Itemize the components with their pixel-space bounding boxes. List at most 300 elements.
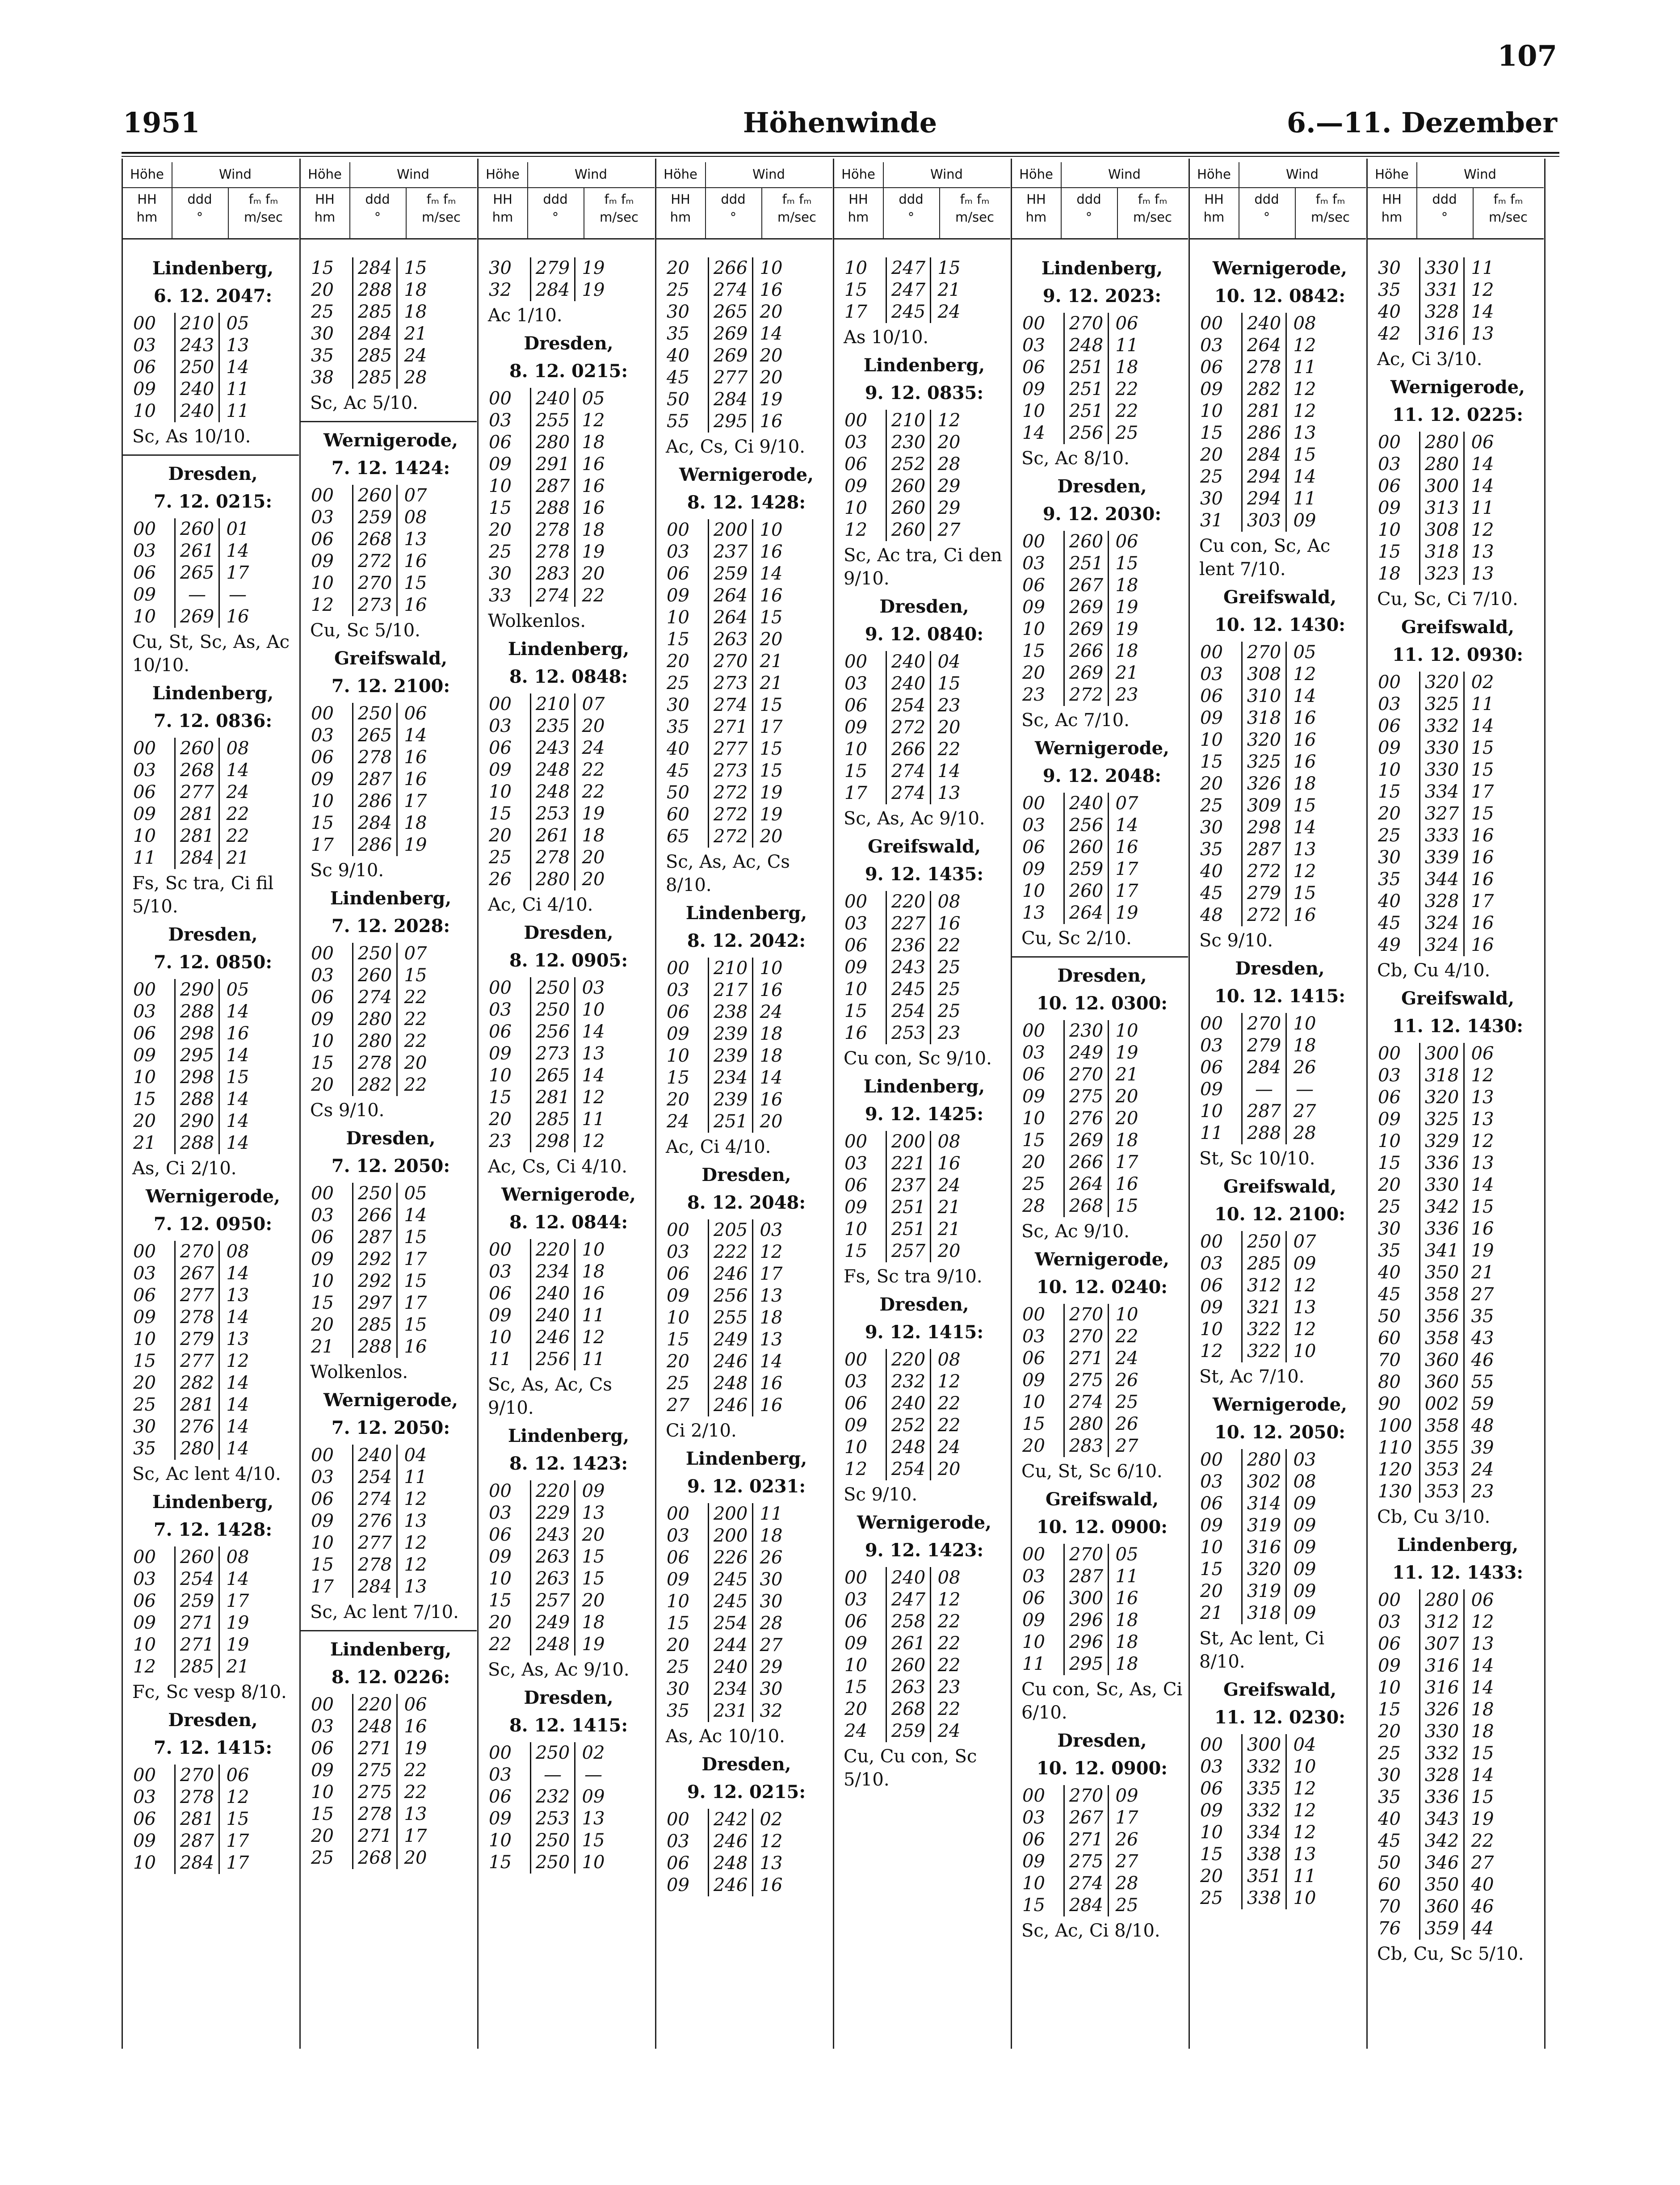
direction-value: 231 xyxy=(708,1700,752,1722)
height-value: 10 xyxy=(489,1065,512,1086)
speed-value: 22 xyxy=(574,585,611,607)
direction-value: 318 xyxy=(1241,1602,1285,1624)
table-row xyxy=(1378,1043,1540,1065)
speed-value: 14 xyxy=(218,1372,256,1394)
height-value: 21 xyxy=(133,1133,156,1153)
speed-value: 08 xyxy=(930,891,967,913)
direction-value: 274 xyxy=(1063,1873,1108,1895)
speed-value: 15 xyxy=(1463,1786,1500,1808)
speed-value: 14 xyxy=(396,1205,433,1227)
speed-value: 40 xyxy=(1463,1874,1500,1896)
header-ddd-top: ddd xyxy=(1254,192,1279,207)
speed-value: 46 xyxy=(1463,1896,1500,1918)
speed-value: 22 xyxy=(1463,1830,1500,1852)
height-value: 20 xyxy=(489,825,512,846)
height-value: 03 xyxy=(844,1153,867,1174)
height-value: 09 xyxy=(1200,1515,1223,1536)
height-value: 03 xyxy=(1378,694,1401,714)
speed-value: 14 xyxy=(396,725,433,747)
speed-value: 10 xyxy=(752,519,789,541)
header-ddd-top: ddd xyxy=(1432,192,1457,207)
direction-value: 230 xyxy=(1063,1020,1108,1042)
speed-value: 43 xyxy=(1463,1328,1500,1349)
height-value: 13 xyxy=(1022,903,1045,923)
speed-value: 25 xyxy=(930,979,967,1000)
cloud-note: Cb, Cu 4/10. xyxy=(1377,960,1491,981)
table-row xyxy=(133,1546,295,1568)
height-value: 10 xyxy=(1200,1319,1223,1340)
speed-value: 13 xyxy=(1463,323,1500,345)
direction-value: 251 xyxy=(1063,378,1108,400)
table-row xyxy=(844,301,1007,323)
table-row xyxy=(667,1263,829,1285)
height-value: 11 xyxy=(1200,1123,1223,1143)
table-row xyxy=(489,715,651,737)
cloud-note: Sc 9/10. xyxy=(1199,930,1273,951)
direction-value: 243 xyxy=(530,1524,574,1546)
speed-value: 13 xyxy=(752,1853,789,1874)
height-value: 35 xyxy=(1378,869,1401,890)
header-ddd-top: ddd xyxy=(899,192,924,207)
speed-value: 12 xyxy=(218,1786,256,1808)
direction-value: 002 xyxy=(1419,1393,1463,1415)
speed-value: 06 xyxy=(1108,313,1145,335)
height-value: 15 xyxy=(1200,1559,1223,1580)
header-fm-unit: m/sec xyxy=(600,210,638,225)
speed-value: 17 xyxy=(218,1830,256,1852)
direction-value: 273 xyxy=(708,672,752,694)
height-value: 06 xyxy=(844,454,867,475)
height-value: 06 xyxy=(844,695,867,716)
speed-value: 14 xyxy=(218,540,256,562)
height-value: 42 xyxy=(1378,324,1401,344)
table-row xyxy=(667,760,829,782)
speed-value: 10 xyxy=(1285,1013,1323,1035)
table-row xyxy=(1378,1218,1540,1240)
speed-value: 15 xyxy=(752,738,789,760)
direction-value: 248 xyxy=(530,781,574,803)
table-row xyxy=(133,738,295,760)
wind-rows xyxy=(133,1546,295,1678)
direction-value: 284 xyxy=(352,1576,396,1598)
speed-value: 22 xyxy=(930,935,967,957)
cloud-note: Sc, Ac lent 4/10. xyxy=(132,1464,281,1484)
direction-value: 235 xyxy=(530,715,574,737)
wind-rows xyxy=(489,1480,651,1656)
table-row xyxy=(844,432,1007,454)
height-value: 45 xyxy=(1378,1831,1401,1851)
table-row xyxy=(844,1131,1007,1153)
table-row xyxy=(844,519,1007,541)
speed-value: 13 xyxy=(396,529,433,550)
direction-value: 279 xyxy=(1241,1035,1285,1057)
table-row xyxy=(489,541,651,563)
height-value: 12 xyxy=(311,595,334,615)
table-row xyxy=(133,1045,295,1067)
speed-value: 14 xyxy=(218,1307,256,1328)
table-row xyxy=(1378,1896,1540,1918)
height-value: 38 xyxy=(311,367,334,388)
speed-value: 18 xyxy=(574,825,611,847)
table-row xyxy=(1200,1800,1362,1822)
direction-value: 280 xyxy=(174,1438,218,1460)
direction-value: 245 xyxy=(708,1569,752,1591)
speed-value: 16 xyxy=(1285,707,1323,729)
direction-value: 338 xyxy=(1241,1844,1285,1866)
speed-value: 19 xyxy=(396,834,433,856)
wind-rows xyxy=(1378,672,1540,956)
table-row xyxy=(1200,1602,1362,1624)
direction-value: 322 xyxy=(1241,1319,1285,1340)
table-row xyxy=(1200,1319,1362,1340)
table-row xyxy=(1022,1391,1184,1413)
direction-value: 263 xyxy=(530,1568,574,1590)
direction-value: 300 xyxy=(1063,1588,1108,1609)
height-value: 10 xyxy=(1022,1392,1045,1412)
table-row xyxy=(133,540,295,562)
table-row xyxy=(844,1022,1007,1044)
height-value: 15 xyxy=(667,629,689,650)
header-ddd-unit: ° xyxy=(196,210,203,225)
direction-value: — xyxy=(530,1764,574,1786)
table-row xyxy=(311,1738,473,1760)
direction-value: 285 xyxy=(352,367,396,389)
speed-value: 21 xyxy=(1108,1064,1145,1086)
height-value: 20 xyxy=(844,1699,867,1719)
height-value: 20 xyxy=(1200,1581,1223,1601)
height-value: 03 xyxy=(1022,1042,1045,1063)
direction-value: 353 xyxy=(1419,1459,1463,1481)
direction-value: 308 xyxy=(1419,519,1463,541)
height-value: 12 xyxy=(1200,1341,1223,1361)
table-row xyxy=(133,782,295,803)
height-value: 30 xyxy=(667,695,689,715)
table-row xyxy=(489,803,651,825)
speed-value: 19 xyxy=(752,389,789,411)
height-value: 06 xyxy=(133,782,156,803)
table-row xyxy=(844,1371,1007,1393)
cloud-note: Cu, Sc 5/10. xyxy=(310,620,420,641)
table-row xyxy=(1022,815,1184,836)
height-value: 15 xyxy=(311,1293,334,1313)
height-value: 45 xyxy=(667,761,689,781)
direction-value: 221 xyxy=(886,1153,930,1175)
direction-value: 243 xyxy=(530,737,574,759)
table-row xyxy=(311,1205,473,1227)
height-value: 30 xyxy=(489,258,512,278)
header-hh-unit: hm xyxy=(1381,210,1403,225)
direction-value: 269 xyxy=(708,345,752,367)
direction-value: 200 xyxy=(886,1131,930,1153)
table-row xyxy=(1378,432,1540,454)
direction-value: 351 xyxy=(1241,1866,1285,1887)
speed-value: 12 xyxy=(574,410,611,432)
observation-time: 11. 12. 1433: xyxy=(1392,1562,1524,1583)
speed-value: 11 xyxy=(1285,357,1323,378)
column-header xyxy=(478,159,655,240)
cloud-note: Ac 1/10. xyxy=(488,305,563,326)
height-value: 00 xyxy=(844,1567,867,1588)
direction-value: 273 xyxy=(352,594,396,616)
observation-time: 7. 12. 0836: xyxy=(153,710,273,731)
header-ddd-top: ddd xyxy=(543,192,568,207)
height-value: 00 xyxy=(489,694,512,714)
height-value: 03 xyxy=(311,965,334,986)
station-name: Dresden, xyxy=(524,333,613,354)
speed-value: 13 xyxy=(1285,839,1323,861)
speed-value: 16 xyxy=(1108,836,1145,858)
height-value: 00 xyxy=(311,943,334,964)
height-value: 15 xyxy=(1022,641,1045,661)
direction-value: 274 xyxy=(352,1488,396,1510)
direction-value: 242 xyxy=(708,1809,752,1831)
table-row xyxy=(1022,1544,1184,1566)
station-name: Dresden, xyxy=(524,1687,613,1708)
speed-value: 15 xyxy=(1285,882,1323,904)
block-separator xyxy=(300,1630,477,1631)
header-wind: Wind xyxy=(930,167,963,182)
table-row xyxy=(667,1591,829,1613)
speed-value: 12 xyxy=(930,1371,967,1393)
height-value: 20 xyxy=(489,520,512,540)
speed-value: 16 xyxy=(930,913,967,935)
table-column xyxy=(122,159,299,1877)
speed-value: 04 xyxy=(930,651,967,673)
direction-value: 268 xyxy=(174,760,218,782)
table-row xyxy=(667,979,829,1001)
speed-value: 12 xyxy=(396,1554,433,1576)
block-separator xyxy=(1012,956,1188,958)
speed-value: 26 xyxy=(1285,1057,1323,1079)
direction-value: 267 xyxy=(174,1263,218,1285)
observation-time: 7. 12. 2028: xyxy=(331,916,450,937)
table-row xyxy=(489,585,651,607)
observation-time: 8. 12. 2042: xyxy=(687,930,806,951)
speed-value: 11 xyxy=(574,1109,611,1130)
table-row xyxy=(489,1786,651,1808)
height-value: 10 xyxy=(311,1271,334,1291)
speed-value: 14 xyxy=(752,1067,789,1089)
observation-time: 11. 12. 0225: xyxy=(1392,404,1524,425)
speed-value: 18 xyxy=(396,279,433,301)
speed-value: 12 xyxy=(1285,1778,1323,1800)
height-value: 09 xyxy=(844,476,867,496)
direction-value: 269 xyxy=(708,323,752,345)
speed-value: 19 xyxy=(218,1612,256,1634)
cloud-note: Sc, Ac 7/10. xyxy=(1021,710,1130,731)
height-value: 30 xyxy=(1378,847,1401,868)
direction-value: 298 xyxy=(530,1130,574,1152)
table-row xyxy=(311,703,473,725)
table-row xyxy=(1378,1196,1540,1218)
date-range: 6.—11. Dezember xyxy=(1286,106,1557,139)
speed-value: 22 xyxy=(1108,1326,1145,1348)
height-value: 60 xyxy=(667,804,689,825)
speed-value: 18 xyxy=(396,812,433,834)
wind-rows xyxy=(844,651,1007,804)
height-value: 15 xyxy=(311,1804,334,1824)
speed-value: 25 xyxy=(1108,1895,1145,1916)
height-value: 03 xyxy=(311,1467,334,1487)
table-row xyxy=(1200,751,1362,773)
header-fm-unit: m/sec xyxy=(1311,210,1350,225)
height-value: 09 xyxy=(1378,1109,1401,1130)
height-value: 09 xyxy=(133,584,156,605)
table-row xyxy=(1200,1887,1362,1909)
observation-time: 8. 12. 2048: xyxy=(687,1192,806,1213)
speed-value: 09 xyxy=(1285,1493,1323,1515)
table-row xyxy=(1378,1481,1540,1503)
table-row xyxy=(133,400,295,422)
observation-time: 9. 12. 2030: xyxy=(1042,504,1162,525)
height-value: 15 xyxy=(844,761,867,782)
speed-value: 12 xyxy=(752,1831,789,1853)
station-name: Wernigerode, xyxy=(1035,738,1169,759)
table-row xyxy=(1022,1326,1184,1348)
height-value: 10 xyxy=(489,782,512,802)
direction-value: 283 xyxy=(530,563,574,585)
direction-value: 281 xyxy=(174,803,218,825)
direction-value: 270 xyxy=(1063,1326,1108,1348)
table-row xyxy=(1022,357,1184,378)
direction-value: 240 xyxy=(1241,313,1285,335)
wind-rows xyxy=(844,257,1007,323)
height-value: 09 xyxy=(133,1045,156,1066)
table-row xyxy=(667,1613,829,1635)
height-value: 17 xyxy=(311,1576,334,1597)
height-value: 10 xyxy=(133,1329,156,1349)
station-name: Wernigerode, xyxy=(146,1186,280,1207)
header-row-1 xyxy=(1367,162,1544,188)
direction-value: 321 xyxy=(1241,1297,1285,1319)
table-row xyxy=(667,1373,829,1395)
table-row xyxy=(1200,335,1362,357)
speed-value: 22 xyxy=(218,803,256,825)
speed-value: 13 xyxy=(574,1502,611,1524)
speed-value: 21 xyxy=(930,1219,967,1240)
speed-value: 15 xyxy=(1285,795,1323,817)
direction-value: 326 xyxy=(1419,1699,1463,1721)
direction-value: 275 xyxy=(352,1782,396,1803)
height-value: 10 xyxy=(667,1307,689,1328)
observation-time: 8. 12. 1415: xyxy=(509,1715,628,1736)
direction-value: 251 xyxy=(886,1219,930,1240)
table-row xyxy=(489,454,651,475)
observation-time: 7. 12. 1415: xyxy=(153,1737,273,1758)
observation-time: 10. 12. 0842: xyxy=(1214,286,1346,307)
height-value: 03 xyxy=(489,410,512,431)
station-name: Dresden, xyxy=(1057,1730,1147,1751)
height-value: 09 xyxy=(1022,1851,1045,1872)
speed-value: 24 xyxy=(1463,1459,1500,1481)
direction-value: 276 xyxy=(352,1510,396,1532)
direction-value: 285 xyxy=(352,301,396,323)
table-row xyxy=(133,1634,295,1656)
wind-rows xyxy=(311,1445,473,1598)
height-value: 30 xyxy=(133,1416,156,1437)
direction-value: 292 xyxy=(352,1248,396,1270)
station-name: Wernigerode, xyxy=(1390,377,1525,398)
height-value: 35 xyxy=(667,1701,689,1721)
height-value: 03 xyxy=(1378,1612,1401,1632)
table-row xyxy=(667,1067,829,1089)
speed-value: 03 xyxy=(1285,1449,1323,1471)
height-value: 06 xyxy=(1200,1778,1223,1799)
direction-value: 358 xyxy=(1419,1415,1463,1437)
height-value: 35 xyxy=(667,324,689,344)
table-row xyxy=(844,257,1007,279)
speed-value: 28 xyxy=(396,367,433,389)
direction-value: 232 xyxy=(530,1786,574,1808)
table-column xyxy=(1012,159,1188,1947)
wind-rows xyxy=(667,1503,829,1722)
height-value: 25 xyxy=(1200,466,1223,487)
height-value: 00 xyxy=(1200,313,1223,334)
speed-value: 07 xyxy=(1108,793,1145,815)
direction-value: 280 xyxy=(1063,1413,1108,1435)
speed-value: 24 xyxy=(574,737,611,759)
height-value: 15 xyxy=(311,1053,334,1073)
direction-value: 278 xyxy=(1241,357,1285,378)
table-row xyxy=(1378,737,1540,759)
height-value: 14 xyxy=(1022,423,1045,443)
table-row xyxy=(1378,1918,1540,1940)
cloud-note: Sc, Ac lent 7/10. xyxy=(310,1602,459,1622)
direction-value: 300 xyxy=(1419,475,1463,497)
height-value: 03 xyxy=(311,1716,334,1737)
direction-value: 287 xyxy=(352,769,396,790)
direction-value: 302 xyxy=(1241,1471,1285,1493)
speed-value: 19 xyxy=(1463,1240,1500,1262)
table-row xyxy=(844,497,1007,519)
height-value: 00 xyxy=(1022,531,1045,552)
table-row xyxy=(1378,1371,1540,1393)
table-row xyxy=(1378,1262,1540,1284)
direction-value: 330 xyxy=(1419,737,1463,759)
height-value: 09 xyxy=(1378,738,1401,758)
direction-value: 324 xyxy=(1419,934,1463,956)
observation-time: 11. 12. 0230: xyxy=(1214,1707,1346,1728)
height-value: 00 xyxy=(844,891,867,912)
height-value: 09 xyxy=(489,1305,512,1326)
height-value: 15 xyxy=(667,1067,689,1088)
speed-value: 22 xyxy=(930,1393,967,1415)
observation-time: 7. 12. 2100: xyxy=(331,676,450,697)
column-header xyxy=(122,159,299,240)
speed-value: 15 xyxy=(1463,803,1500,825)
direction-value: 249 xyxy=(1063,1042,1108,1064)
table-row xyxy=(844,1219,1007,1240)
direction-value: 288 xyxy=(530,497,574,519)
speed-value: 20 xyxy=(574,715,611,737)
station-name: Wernigerode, xyxy=(501,1184,636,1205)
table-row xyxy=(489,977,651,999)
table-row xyxy=(1378,1284,1540,1306)
speed-value: 24 xyxy=(218,782,256,803)
direction-value: 210 xyxy=(174,313,218,335)
speed-value: 11 xyxy=(1463,257,1500,279)
height-value: 06 xyxy=(1200,686,1223,706)
height-value: 10 xyxy=(1022,1873,1045,1894)
height-value: 06 xyxy=(844,935,867,956)
header-hoehe: Höhe xyxy=(841,167,875,182)
speed-value: 19 xyxy=(396,1738,433,1760)
table-column xyxy=(1189,159,1366,1912)
speed-value: 16 xyxy=(1285,729,1323,751)
height-value: 10 xyxy=(844,258,867,278)
height-value: 03 xyxy=(844,913,867,934)
header-ddd-unit: ° xyxy=(1441,210,1448,225)
